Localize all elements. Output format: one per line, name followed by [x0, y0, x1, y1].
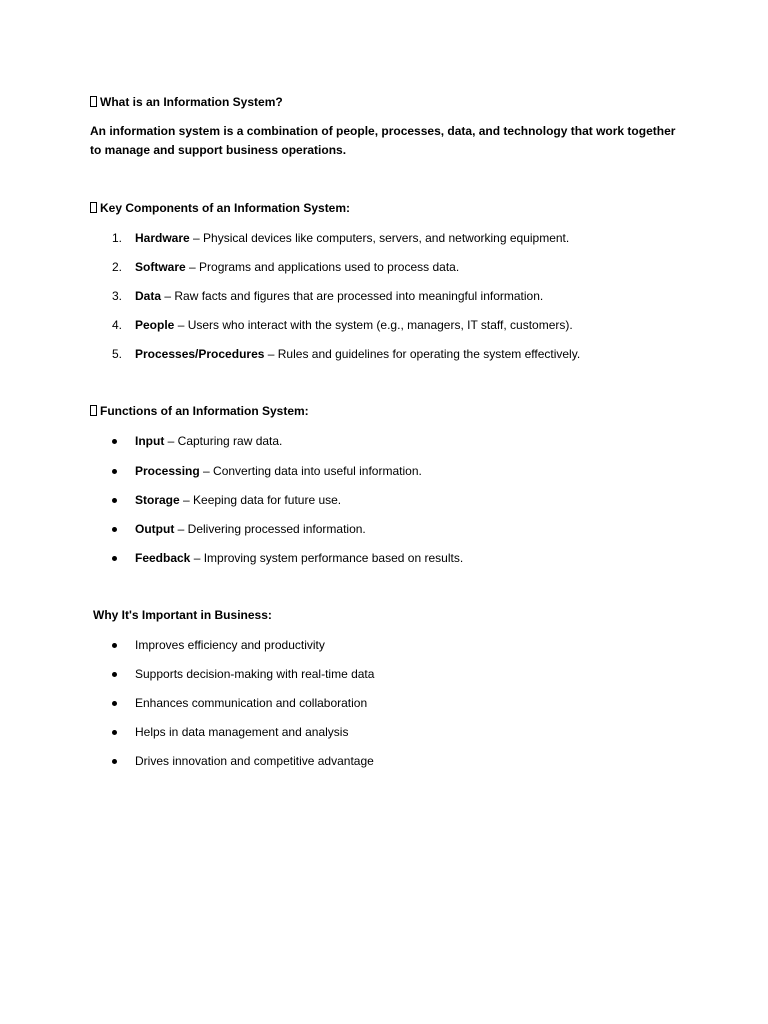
bullet-icon	[112, 498, 117, 503]
list-text: Drives innovation and competitive advantage	[135, 754, 374, 768]
bullet-icon	[112, 527, 117, 532]
list-text: Improves efficiency and productivity	[135, 638, 325, 652]
section-heading-what-is	[90, 94, 283, 110]
list-item-output	[0, 520, 768, 538]
list-item-software	[0, 258, 768, 276]
list-term: Output	[135, 522, 175, 536]
heading-text: Why It's Important in Business:	[93, 608, 272, 622]
list-number: 5.	[112, 347, 123, 361]
list-item-efficiency	[0, 636, 768, 654]
list-term: Storage	[135, 493, 180, 507]
list-item-processing	[0, 462, 768, 480]
list-number: 1.	[112, 231, 123, 245]
list-item-input	[0, 432, 768, 450]
list-number: 2.	[112, 260, 123, 274]
list-item-data-management	[0, 723, 768, 741]
list-description: – Raw facts and figures that are processed into meaningful information.	[161, 289, 544, 303]
list-item-innovation	[0, 752, 768, 770]
list-term: Processes/Procedures	[135, 347, 265, 361]
bullet-icon	[112, 701, 117, 706]
heading-text: What is an Information System?	[100, 95, 283, 109]
list-item-data	[0, 287, 768, 305]
list-number: 3.	[112, 289, 123, 303]
bullet-icon	[112, 469, 117, 474]
missing-glyph-icon	[90, 96, 97, 107]
list-term: Data	[135, 289, 162, 303]
list-item-processes	[0, 345, 768, 363]
list-item-decision-making	[0, 665, 768, 683]
missing-glyph-icon	[90, 405, 97, 416]
list-description: – Delivering processed information.	[174, 522, 366, 536]
list-number: 4.	[112, 318, 123, 332]
section-heading-key-components	[90, 200, 350, 216]
heading-text: Functions of an Information System:	[100, 404, 309, 418]
bullet-icon	[112, 439, 117, 444]
list-description: – Physical devices like computers, servers, and networking equipment.	[189, 231, 570, 245]
list-description: – Improving system performance based on results.	[190, 551, 464, 565]
list-term: Input	[135, 434, 165, 448]
list-text: Supports decision-making with real-time data	[135, 667, 375, 681]
heading-text: Key Components of an Information System:	[100, 201, 351, 215]
list-item-feedback	[0, 549, 768, 567]
bullet-icon	[112, 672, 117, 677]
list-description: – Users who interact with the system (e.g., managers, IT staff, customers).	[174, 318, 573, 332]
section-heading-why-important	[93, 607, 272, 623]
bullet-icon	[112, 759, 117, 764]
missing-glyph-icon	[90, 202, 97, 213]
list-text: Enhances communication and collaboration	[135, 696, 368, 710]
list-term: Hardware	[135, 231, 190, 245]
list-description: – Programs and applications used to process data.	[185, 260, 460, 274]
list-item-people	[0, 316, 768, 334]
list-text: Helps in data management and analysis	[135, 725, 349, 739]
list-term: Software	[135, 260, 186, 274]
list-term: Processing	[135, 464, 200, 478]
list-item-storage	[0, 491, 768, 509]
section-heading-functions	[90, 403, 309, 419]
list-description: – Capturing raw data.	[164, 434, 283, 448]
bullet-icon	[112, 643, 117, 648]
list-description: – Converting data into useful information.	[199, 464, 422, 478]
list-term: Feedback	[135, 551, 191, 565]
list-item-communication	[0, 694, 768, 712]
list-item-hardware	[0, 229, 768, 247]
bullet-icon	[112, 730, 117, 735]
bullet-icon	[112, 556, 117, 561]
list-description: – Rules and guidelines for operating the system effectively.	[264, 347, 581, 361]
intro-paragraph: An information system is a combination of people, processes, data, and technology that work together to manage and support business operations.	[90, 124, 676, 157]
list-description: – Keeping data for future use.	[179, 493, 342, 507]
list-term: People	[135, 318, 175, 332]
